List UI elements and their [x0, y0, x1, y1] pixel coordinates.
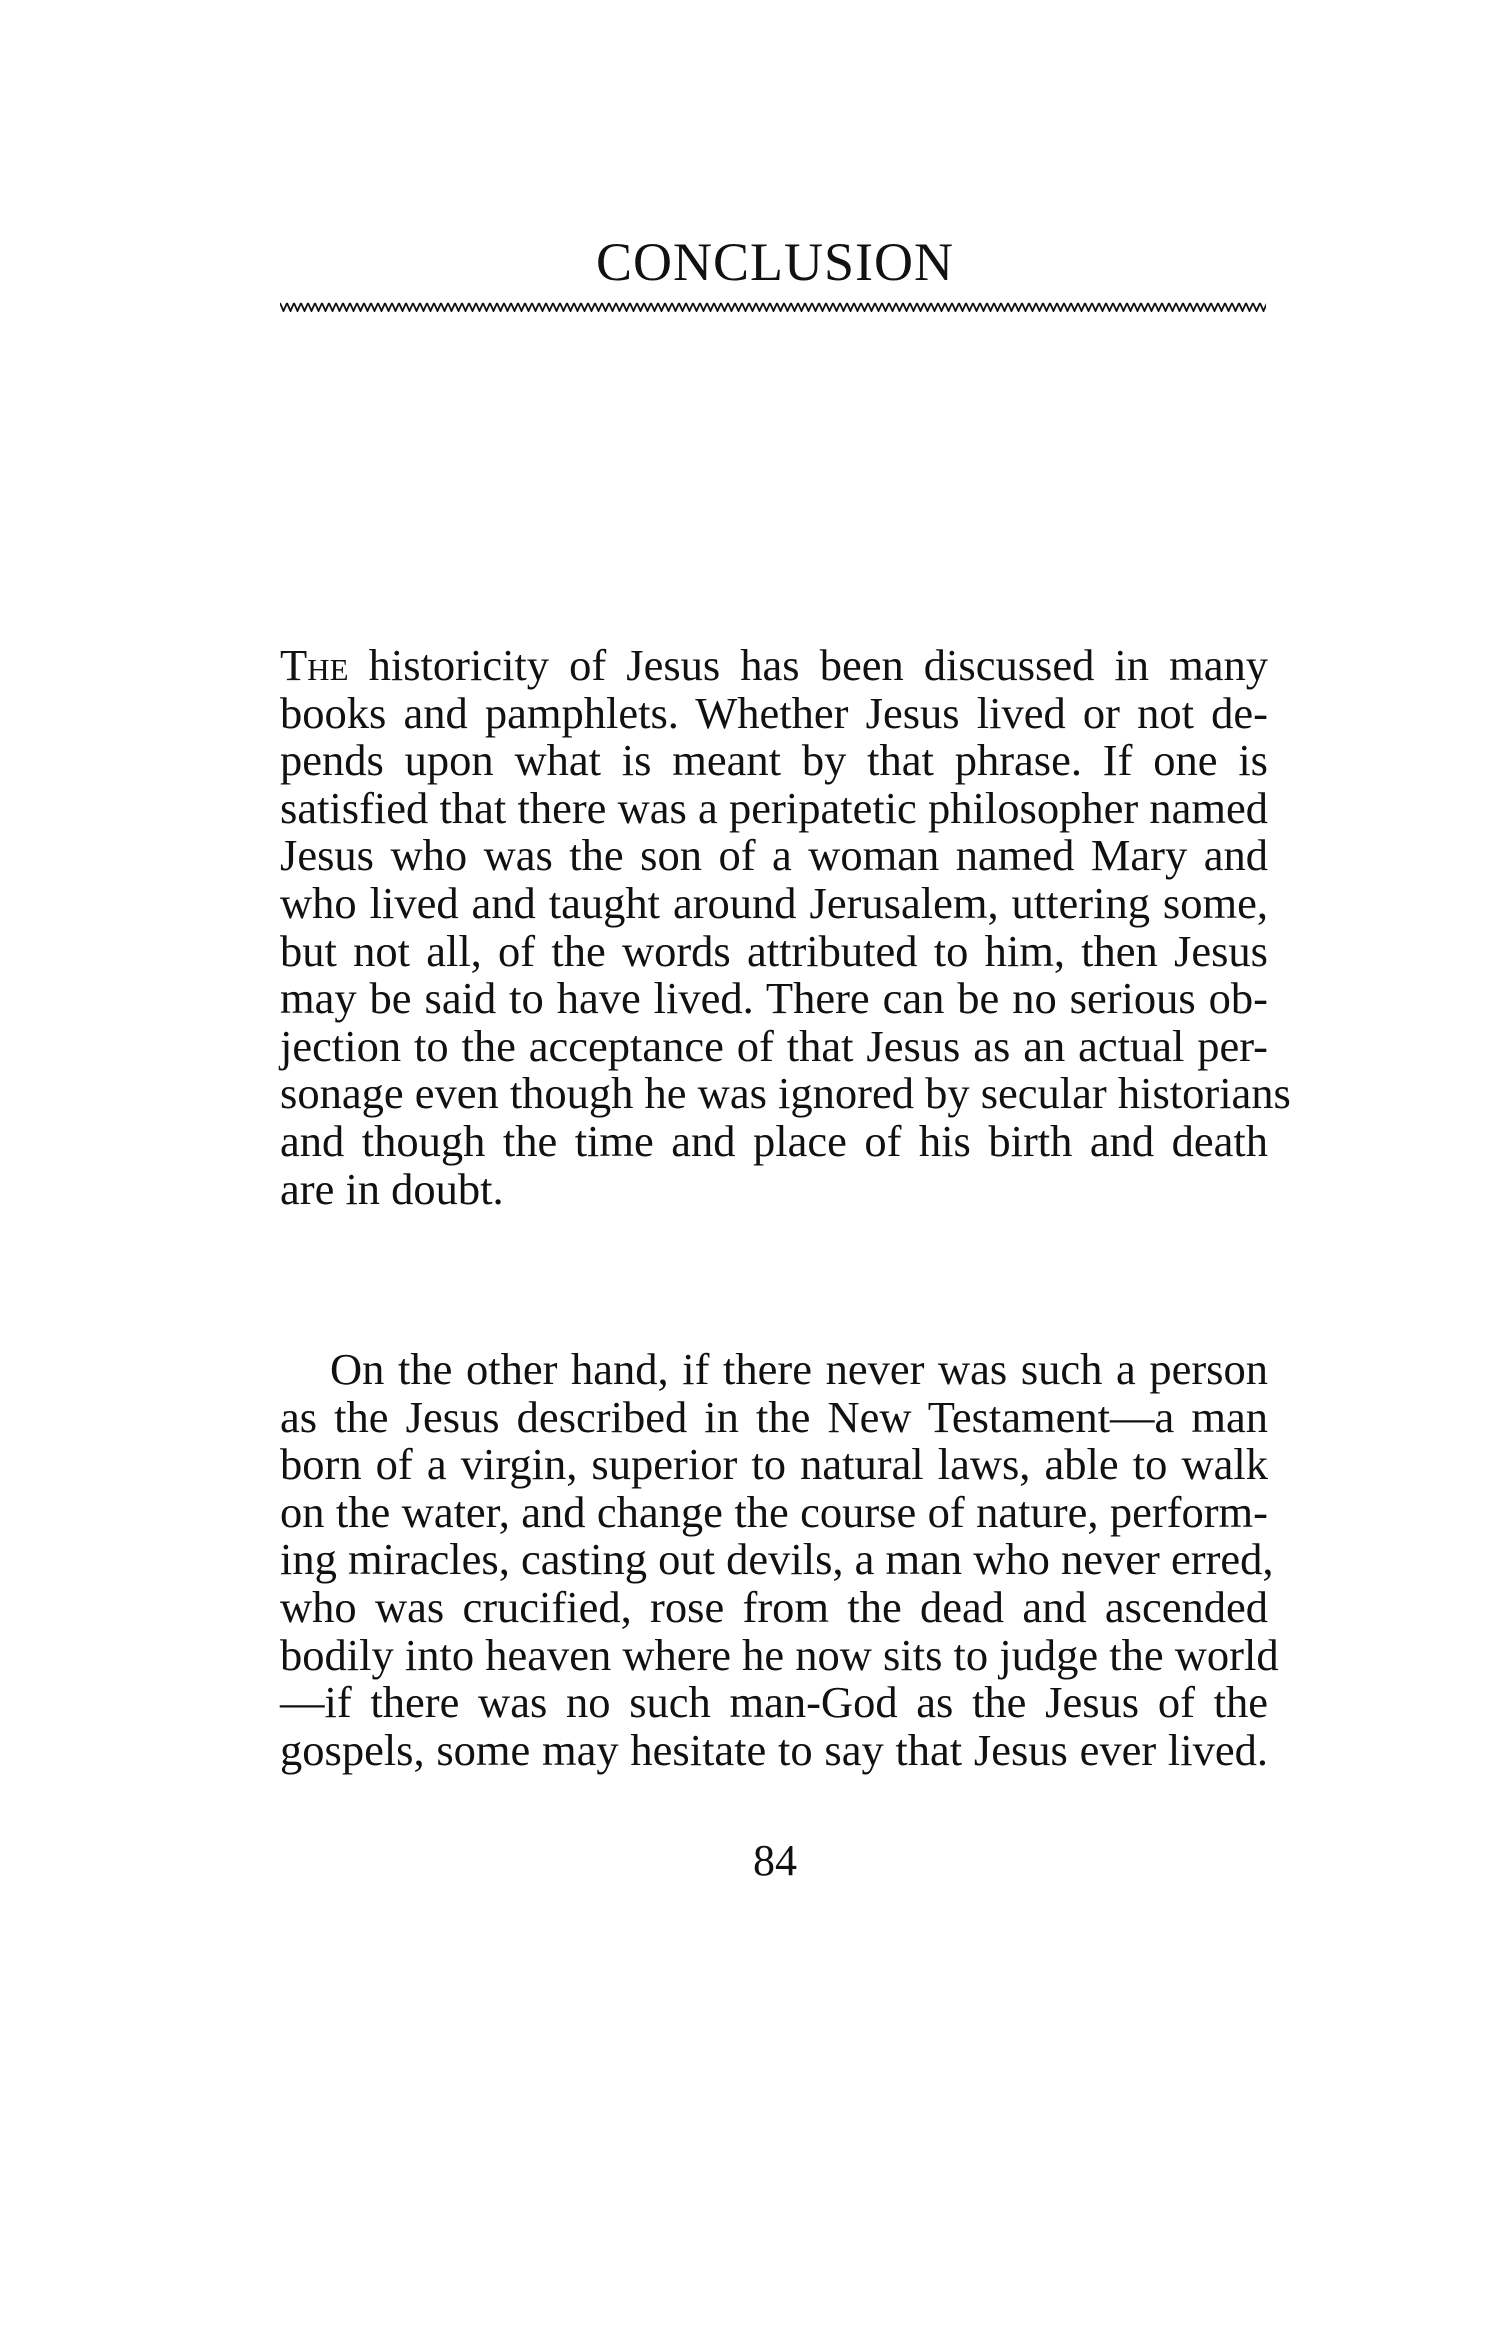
text-line: jection to the acceptance of that Jesus as an actual per-: [280, 1020, 1268, 1071]
text-line: books and pamphlets. Whether Jesus lived or not de-: [280, 687, 1268, 738]
text-line: Jesus who was the son of a woman named Mary and: [280, 830, 1268, 881]
text-line-rest: historicity of Jesus has been discussed in many: [348, 640, 1268, 690]
paragraph-historicity: [280, 640, 1291, 1214]
text-line: bodily into heaven where he now sits to judge the world: [280, 1629, 1279, 1680]
text-line: On the other hand, if there never was such a person: [330, 1344, 1268, 1394]
text-line: ing miracles, casting out devils, a man who never erred,: [280, 1534, 1274, 1585]
text-line: may be said to have lived. There can be no serious ob-: [280, 973, 1268, 1024]
text-line: sonage even though he was ignored by secular historians: [280, 1068, 1291, 1119]
text-line: satisfied that there was a peripatetic philosopher named: [280, 782, 1268, 833]
text-line: born of a virgin, superior to natural laws, able to walk: [280, 1439, 1268, 1490]
text-line: as the Jesus described in the New Testament—a man: [280, 1391, 1268, 1442]
chapter-title: CONCLUSION: [595, 232, 955, 292]
text-line: gospels, some may hesitate to say that Jesus ever lived.: [280, 1724, 1268, 1775]
text-line: on the water, and change the course of nature, perform-: [280, 1486, 1268, 1537]
text-line: who lived and taught around Jerusalem, uttering some,: [280, 877, 1268, 928]
text-line: [280, 642, 1268, 690]
ornamental-divider-icon: [280, 302, 1266, 312]
decorative-rule: [280, 302, 1266, 312]
text-line: and though the time and place of his birth and death: [280, 1115, 1268, 1166]
text-line: who was crucified, rose from the dead and ascended: [280, 1581, 1268, 1632]
lead-word: The: [280, 640, 349, 690]
page-number: 84: [753, 1836, 797, 1885]
text-line: pends upon what is meant by that phrase. If one is: [280, 735, 1268, 786]
paragraph-other-hand: [280, 1344, 1279, 1775]
text-line: are in doubt.: [280, 1163, 504, 1214]
text-line: but not all, of the words attributed to him, then Jesus: [280, 925, 1268, 976]
text-line: —if there was no such man-God as the Jesus of the: [280, 1677, 1268, 1728]
